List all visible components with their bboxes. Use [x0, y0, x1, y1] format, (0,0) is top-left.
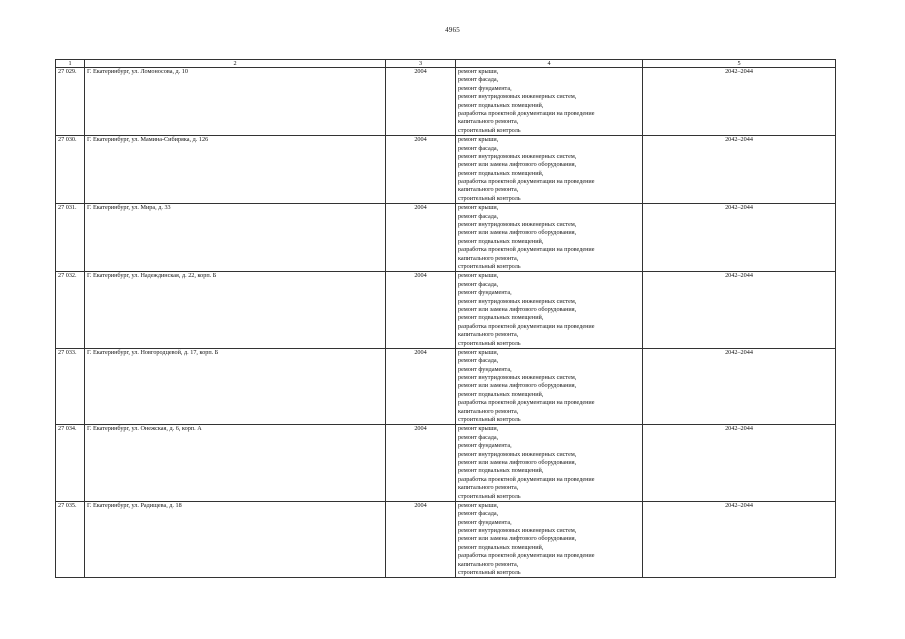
row-number: 27 031.	[56, 204, 85, 272]
repair-works-list	[456, 136, 643, 204]
row-number: 27 030.	[56, 136, 85, 204]
commissioning-year: 2004	[386, 348, 456, 425]
repair-work-item: разработка проектной документации на проведение	[458, 322, 595, 330]
repair-work-item: капитального ремонта,	[458, 186, 519, 194]
repair-work-item: строительный контроль	[458, 194, 521, 202]
repair-work-item: ремонт внутридомовых инженерных систем,	[458, 527, 577, 535]
repair-work-item: разработка проектной документации на проведение	[458, 178, 595, 186]
repair-work-item: ремонт подвальных помещений,	[458, 543, 544, 551]
repair-period: 2042–2044	[643, 204, 836, 272]
repair-work-item: ремонт фасада,	[458, 433, 499, 441]
repair-work-item: ремонт фасада,	[458, 212, 499, 220]
repair-period: 2042–2044	[643, 501, 836, 578]
commissioning-year: 2004	[386, 136, 456, 204]
repair-works-list	[456, 501, 643, 578]
building-address: Г. Екатеринбург, ул. Онежская, д. 6, корп. А	[85, 425, 386, 502]
repair-work-item: строительный контроль	[458, 126, 521, 134]
repair-work-item: ремонт фундамента,	[458, 84, 512, 92]
repair-work-item: ремонт или замена лифтового оборудования,	[458, 161, 577, 169]
table-row	[56, 425, 836, 502]
repair-work-item: ремонт крыши,	[458, 204, 499, 212]
commissioning-year: 2004	[386, 272, 456, 349]
table-body	[56, 68, 836, 578]
repair-period: 2042–2044	[643, 425, 836, 502]
repair-work-item: разработка проектной документации на проведение	[458, 399, 595, 407]
repair-works-list	[456, 204, 643, 272]
column-header-5: 5	[643, 60, 836, 68]
repair-work-item: ремонт внутридомовых инженерных систем,	[458, 152, 577, 160]
repair-work-item: капитального ремонта,	[458, 560, 519, 568]
repair-works-list	[456, 272, 643, 349]
row-number: 27 033.	[56, 348, 85, 425]
row-number: 27 034.	[56, 425, 85, 502]
commissioning-year: 2004	[386, 204, 456, 272]
page-number: 4965	[445, 26, 460, 34]
row-number: 27 029.	[56, 68, 85, 136]
building-address: Г. Екатеринбург, ул. Мамина-Сибиряка, д. 126	[85, 136, 386, 204]
repair-work-item: ремонт фасада,	[458, 510, 499, 518]
repair-work-item: ремонт фундамента,	[458, 518, 512, 526]
repair-work-item: ремонт крыши,	[458, 68, 499, 75]
repair-work-item: ремонт внутридомовых инженерных систем,	[458, 297, 577, 305]
table-row	[56, 501, 836, 578]
repair-work-item: ремонт фасада,	[458, 76, 499, 84]
repair-work-item: ремонт крыши,	[458, 501, 499, 509]
building-address: Г. Екатеринбург, ул. Радищева, д. 18	[85, 501, 386, 578]
repair-work-item: строительный контроль	[458, 416, 521, 424]
repair-work-item: ремонт крыши,	[458, 348, 499, 356]
table-row	[56, 204, 836, 272]
repair-work-item: капитального ремонта,	[458, 407, 519, 415]
building-address: Г. Екатеринбург, ул. Надеждинская, д. 22, корп. Б	[85, 272, 386, 349]
repair-work-item: ремонт фундамента,	[458, 442, 512, 450]
repair-work-item: ремонт или замена лифтового оборудования,	[458, 229, 577, 237]
building-address: Г. Екатеринбург, ул. Ломоносова, д. 10	[85, 68, 386, 136]
repair-work-item: капитального ремонта,	[458, 484, 519, 492]
repair-work-item: ремонт внутридомовых инженерных систем,	[458, 93, 577, 101]
table-row	[56, 348, 836, 425]
column-header-2: 2	[85, 60, 386, 68]
repair-work-item: разработка проектной документации на проведение	[458, 246, 595, 254]
repair-work-item: разработка проектной документации на проведение	[458, 552, 595, 560]
repair-work-item: ремонт подвальных помещений,	[458, 101, 544, 109]
repair-work-item: ремонт фасада,	[458, 280, 499, 288]
building-address: Г. Екатеринбург, ул. Новгородцевой, д. 17, корп. Б	[85, 348, 386, 425]
repair-work-item: ремонт подвальных помещений,	[458, 467, 544, 475]
repair-work-item: строительный контроль	[458, 262, 521, 270]
column-header-1: 1	[56, 60, 85, 68]
repair-work-item: ремонт подвальных помещений,	[458, 169, 544, 177]
repair-work-item: строительный контроль	[458, 492, 521, 500]
repair-work-item: ремонт или замена лифтового оборудования,	[458, 382, 577, 390]
row-number: 27 032.	[56, 272, 85, 349]
repair-work-item: ремонт фасада,	[458, 357, 499, 365]
repair-work-item: ремонт крыши,	[458, 272, 499, 280]
repair-work-item: ремонт или замена лифтового оборудования,	[458, 458, 577, 466]
building-address: Г. Екатеринбург, ул. Мира, д. 33	[85, 204, 386, 272]
repair-work-item: разработка проектной документации на проведение	[458, 109, 595, 117]
table-row	[56, 68, 836, 136]
repair-period: 2042–2044	[643, 68, 836, 136]
repair-work-item: ремонт подвальных помещений,	[458, 390, 544, 398]
repair-work-item: ремонт фундамента,	[458, 365, 512, 373]
row-number: 27 035.	[56, 501, 85, 578]
repair-work-item: ремонт фундамента,	[458, 289, 512, 297]
repair-work-item: ремонт фасада,	[458, 144, 499, 152]
repair-work-item: ремонт внутридомовых инженерных систем,	[458, 450, 577, 458]
header-row	[56, 60, 836, 68]
repair-work-item: ремонт внутридомовых инженерных систем,	[458, 374, 577, 382]
repair-work-item: капитального ремонта,	[458, 331, 519, 339]
repair-works-list	[456, 68, 643, 136]
column-header-3: 3	[386, 60, 456, 68]
table-row	[56, 136, 836, 204]
repair-work-item: строительный контроль	[458, 339, 521, 347]
commissioning-year: 2004	[386, 68, 456, 136]
column-header-4: 4	[456, 60, 643, 68]
repair-work-item: капитального ремонта,	[458, 254, 519, 262]
repair-period: 2042–2044	[643, 136, 836, 204]
commissioning-year: 2004	[386, 501, 456, 578]
repair-period: 2042–2044	[643, 348, 836, 425]
repair-work-item: ремонт или замена лифтового оборудования,	[458, 305, 577, 313]
repair-period: 2042–2044	[643, 272, 836, 349]
repair-works-list	[456, 425, 643, 502]
repair-work-item: ремонт крыши,	[458, 425, 499, 433]
repair-work-item: строительный контроль	[458, 569, 521, 577]
repair-work-item: ремонт внутридомовых инженерных систем,	[458, 221, 577, 229]
table-row	[56, 272, 836, 349]
repair-work-item: разработка проектной документации на проведение	[458, 475, 595, 483]
repair-work-item: ремонт подвальных помещений,	[458, 314, 544, 322]
repair-work-item: ремонт подвальных помещений,	[458, 237, 544, 245]
commissioning-year: 2004	[386, 425, 456, 502]
capital-repair-table	[55, 59, 836, 578]
repair-work-item: капитального ремонта,	[458, 118, 519, 126]
repair-works-list	[456, 348, 643, 425]
repair-work-item: ремонт крыши,	[458, 136, 499, 144]
repair-work-item: ремонт или замена лифтового оборудования,	[458, 535, 577, 543]
